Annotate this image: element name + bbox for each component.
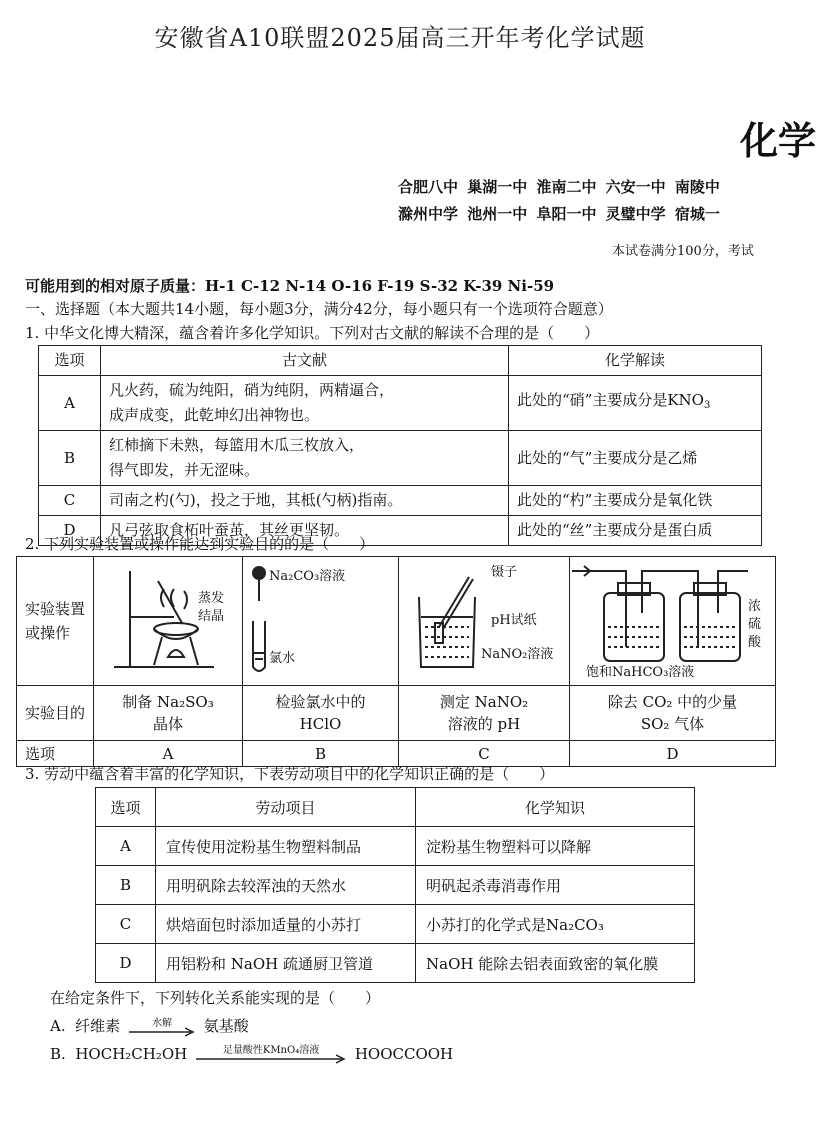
reactant: HOCH₂CH₂OH bbox=[75, 1045, 188, 1063]
question-3-table bbox=[95, 787, 695, 983]
table-header-row bbox=[39, 346, 762, 376]
document-title: 安徽省A10联盟2025届高三开年考化学试题 bbox=[154, 24, 646, 52]
purpose-row bbox=[17, 686, 776, 741]
question-2-table bbox=[16, 556, 776, 767]
option-b bbox=[50, 1045, 453, 1063]
reaction-condition: 足量酸性KMnO₄溶液 bbox=[222, 1045, 320, 1056]
header-option: 选项 bbox=[96, 788, 156, 827]
table-row bbox=[96, 944, 695, 983]
purpose-cell bbox=[94, 686, 243, 741]
beaker-icon bbox=[399, 557, 569, 681]
ancient-text bbox=[101, 431, 509, 486]
labor-project: 宣传使用淀粉基生物塑料制品 bbox=[156, 827, 416, 866]
table-row bbox=[96, 866, 695, 905]
interpretation: 此处的“杓”主要成分是氧化铁 bbox=[509, 486, 762, 516]
option-letter: D bbox=[96, 944, 156, 983]
option-letter: A bbox=[96, 827, 156, 866]
caption: 镊子 bbox=[491, 565, 518, 580]
purpose-cell bbox=[399, 686, 570, 741]
caption: NaNO₂溶液 bbox=[481, 647, 554, 662]
purpose-cell bbox=[243, 686, 399, 741]
chem-knowledge: 小苏打的化学式是Na₂CO₃ bbox=[416, 905, 695, 944]
table-row bbox=[39, 376, 762, 431]
apparatus-d bbox=[570, 557, 776, 686]
caption: 浓 bbox=[748, 599, 762, 614]
ancient-text-line: 凡火药，硫为纯阳，硝为纯阴，两精逼合， bbox=[109, 381, 395, 399]
caption: 硫 bbox=[748, 617, 762, 632]
option-label: A. bbox=[50, 1017, 66, 1035]
question-2-stem: 2. 下列实验装置或操作能达到实验目的的是（ ） bbox=[25, 535, 375, 553]
caption: 酸 bbox=[748, 635, 762, 650]
option-letter: B bbox=[96, 866, 156, 905]
caption: Na₂CO₃溶液 bbox=[269, 569, 346, 584]
header-ancient-text: 古文献 bbox=[101, 346, 509, 376]
header-knowledge: 化学知识 bbox=[416, 788, 695, 827]
chem-knowledge: 淀粉基生物塑料可以降解 bbox=[416, 827, 695, 866]
option-letter: B bbox=[39, 431, 101, 486]
purpose-line: 制备 Na₂SO₃ bbox=[122, 693, 214, 711]
purpose-line: 检验氯水中的 bbox=[275, 693, 366, 711]
apparatus-b bbox=[243, 557, 399, 686]
ancient-text-line: 得气即发，并无涩味。 bbox=[109, 461, 260, 479]
interpretation bbox=[509, 376, 762, 431]
subscript: 3 bbox=[703, 400, 711, 411]
question-1-table bbox=[38, 345, 762, 546]
question-4-stem: 在给定条件下，下列转化关系能实现的是（ ） bbox=[50, 989, 381, 1007]
product: HOOCCOOH bbox=[354, 1045, 454, 1063]
reaction-arrow bbox=[129, 1018, 195, 1036]
interpretation: 此处的“丝”主要成分是蛋白质 bbox=[509, 516, 762, 546]
schools-row-2: 滁州中学 池州一中 阜阳一中 灵璧中学 宿城一 bbox=[398, 205, 720, 223]
option-letter: D bbox=[39, 516, 101, 546]
option-letter: B bbox=[243, 741, 399, 767]
apparatus-c bbox=[399, 557, 570, 686]
table-row bbox=[96, 827, 695, 866]
reactant: 纤维素 bbox=[75, 1017, 121, 1035]
schools-row-1: 合肥八中 巢湖一中 淮南二中 六安一中 南陵中 bbox=[398, 178, 720, 196]
reaction-arrow bbox=[196, 1045, 346, 1063]
purpose-cell bbox=[570, 686, 776, 741]
option-letter: C bbox=[96, 905, 156, 944]
header-project: 劳动项目 bbox=[156, 788, 416, 827]
subject-title: 化学 bbox=[740, 118, 816, 163]
table-row bbox=[39, 486, 762, 516]
product: 氨基酸 bbox=[203, 1017, 249, 1035]
ancient-text-line: 成声成变，此乾坤幻出神物也。 bbox=[109, 406, 320, 424]
purpose-line: HClO bbox=[299, 715, 342, 733]
option-label: 选项 bbox=[17, 741, 94, 767]
purpose-line: 除去 CO₂ 中的少量 bbox=[607, 693, 738, 711]
option-a bbox=[50, 1015, 249, 1036]
reaction-condition: 水解 bbox=[151, 1018, 172, 1029]
purpose-label: 实验目的 bbox=[17, 686, 94, 741]
question-1-stem: 1. 中华文化博大精深，蕴含着许多化学知识。下列对古文献的解读不合理的是（ ） bbox=[25, 324, 600, 342]
interpretation: 此处的“气”主要成分是乙烯 bbox=[509, 431, 762, 486]
device-row bbox=[17, 557, 776, 686]
labor-project: 烘焙面包时添加适量的小苏打 bbox=[156, 905, 416, 944]
ancient-text bbox=[101, 376, 509, 431]
option-letter: A bbox=[39, 376, 101, 431]
option-letter: C bbox=[39, 486, 101, 516]
ancient-text: 司南之杓(勺)，投之于地，其柢(勺柄)指南。 bbox=[101, 486, 509, 516]
purpose-line: 晶体 bbox=[152, 715, 183, 733]
table-row bbox=[96, 905, 695, 944]
chem-knowledge: 明矾起杀毒消毒作用 bbox=[416, 866, 695, 905]
ancient-text-line: 红柿摘下未熟，每篮用木瓜三枚放入， bbox=[109, 436, 365, 454]
section-heading: 一、选择题（本大题共14小题，每小题3分，满分42分，每小题只有一个选项符合题意） bbox=[25, 300, 613, 318]
table-row bbox=[39, 431, 762, 486]
question-3-stem: 3. 劳动中蕴含着丰富的化学知识，下表劳动项目中的化学知识正确的是（ ） bbox=[25, 765, 555, 783]
purpose-line: SO₂ 气体 bbox=[640, 715, 705, 733]
table-header-row bbox=[96, 788, 695, 827]
caption: 饱和NaHCO₃溶液 bbox=[586, 665, 695, 680]
caption: 氯水 bbox=[269, 651, 296, 666]
caption: 结晶 bbox=[198, 609, 225, 624]
option-label: B. bbox=[50, 1045, 66, 1063]
option-letter: C bbox=[399, 741, 570, 767]
labor-project: 用铝粉和 NaOH 疏通厨卫管道 bbox=[156, 944, 416, 983]
option-letter: A bbox=[94, 741, 243, 767]
interpretation-text: 此处的“硝”主要成分是KNO bbox=[517, 391, 704, 409]
atomic-masses: 可能用到的相对原子质量：H-1 C-12 N-14 O-16 F-19 S-32 K-39 Ni-59 bbox=[25, 277, 555, 295]
header-option: 选项 bbox=[39, 346, 101, 376]
labor-project: 用明矾除去较浑浊的天然水 bbox=[156, 866, 416, 905]
purpose-line: 溶液的 pH bbox=[447, 715, 521, 733]
chem-knowledge: NaOH 能除去铝表面致密的氧化膜 bbox=[416, 944, 695, 983]
purpose-line: 测定 NaNO₂ bbox=[439, 693, 529, 711]
device-label: 实验装置或操作 bbox=[17, 557, 94, 686]
ancient-text: 凡弓弦取食柘叶蚕茧，其丝更坚韧。 bbox=[101, 516, 509, 546]
apparatus-a bbox=[94, 557, 243, 686]
caption: 蒸发 bbox=[198, 591, 225, 606]
header-interpretation: 化学解读 bbox=[509, 346, 762, 376]
score-note: 本试卷满分100分，考试 bbox=[612, 244, 754, 259]
caption: pH试纸 bbox=[491, 613, 537, 628]
option-letter: D bbox=[570, 741, 776, 767]
